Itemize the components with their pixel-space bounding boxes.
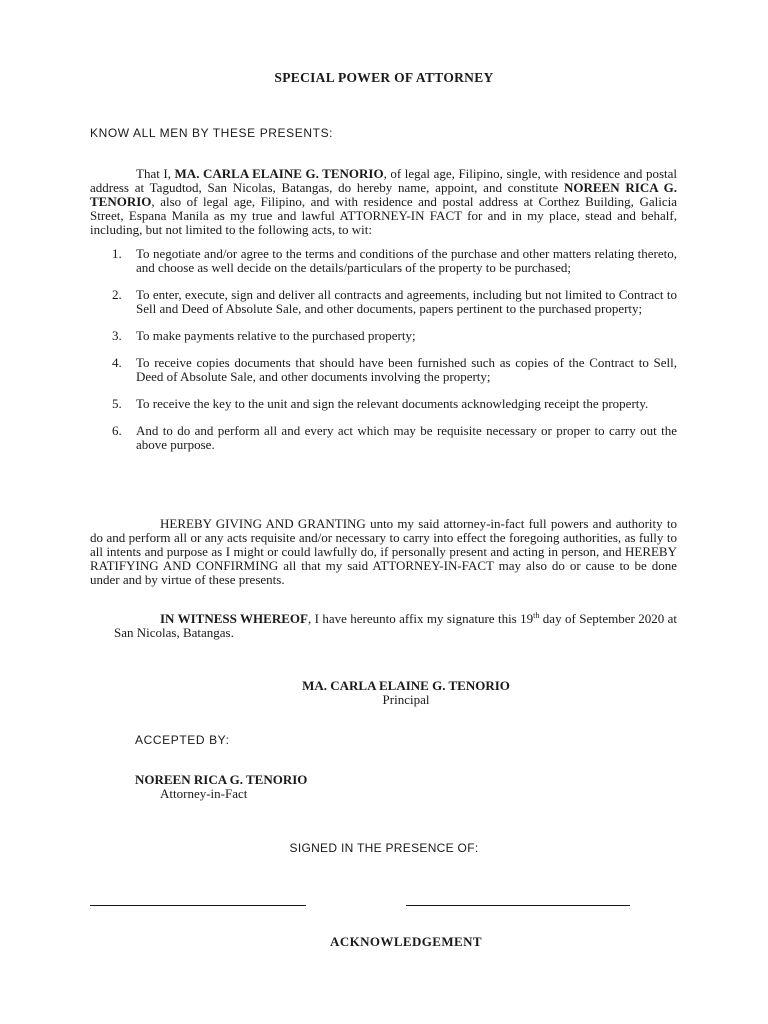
principal-name-inline: MA. CARLA ELAINE G. TENORIO xyxy=(174,166,384,181)
act-number: 3. xyxy=(112,328,122,343)
intro-text-2: , of legal age, Filipino, single, with residence and postal address at Tagudtod, San Nicolas, Batangas, do hereby name, appoint, and constitute xyxy=(90,166,677,195)
acknowledgement-heading: ACKNOWLEDGEMENT xyxy=(330,934,482,949)
document-title: SPECIAL POWER OF ATTORNEY xyxy=(274,70,494,85)
act-item xyxy=(90,397,677,411)
act-number: 4. xyxy=(112,355,122,370)
act-number: 1. xyxy=(112,246,122,261)
intro-text-3: , also of legal age, Filipino, and with residence and postal address at Corthez Building, Galicia Street, Espana Manila as my true and lawful ATTORNEY-IN FACT for and in my place, stead and behalf, including, but not limited to the following acts, to wit: xyxy=(90,194,677,237)
intro-paragraph xyxy=(90,167,677,237)
witness-text-2: day of September 2020 at San Nicolas, Batangas. xyxy=(114,611,678,640)
act-text: To receive copies documents that should have been furnished such as copies of the Contract to Sell, Deed of Absolute Sale, and other documents involving the property; xyxy=(136,355,677,384)
witness-paragraph xyxy=(114,612,677,640)
witness-lead: IN WITNESS WHEREOF xyxy=(160,611,308,626)
act-text: To make payments relative to the purchased property; xyxy=(136,328,416,343)
act-item xyxy=(90,329,677,343)
signed-presence-label: SIGNED IN THE PRESENCE OF: xyxy=(289,841,479,855)
attorney-signature-role: Attorney-in-Fact xyxy=(160,786,248,801)
act-number: 2. xyxy=(112,287,122,302)
act-text: And to do and perform all and every act which may be requisite necessary or proper to carry out the above purpose. xyxy=(136,423,677,452)
know-all-men-heading: KNOW ALL MEN BY THESE PRESENTS: xyxy=(90,126,334,140)
witness-text-1: , I have hereunto affix my signature this 19 xyxy=(307,611,534,626)
witness-ordinal: th xyxy=(533,611,540,620)
giving-text: HEREBY GIVING AND GRANTING unto my said attorney-in-fact full powers and authority to do and perform all or any acts requisite and/or necessary to carry into effect the foregoing authorities, as fully to all intents and purpose as I might or could lawfully do, if personally present and acting in person, and HEREBY RATIFYING AND CONFIRMING all that my said ATTORNEY-IN-FACT may also do or cause to be done under and by virtue of these presents. xyxy=(90,516,677,587)
acts-list xyxy=(90,247,677,465)
act-item xyxy=(90,247,677,275)
act-item xyxy=(90,424,677,452)
act-number: 6. xyxy=(112,423,122,438)
attorney-name-inline: NOREEN RICA G. TENORIO xyxy=(90,180,677,209)
act-number: 5. xyxy=(112,396,122,411)
act-text: To receive the key to the unit and sign the relevant documents acknowledging receipt the property. xyxy=(136,396,649,411)
act-item xyxy=(90,356,677,384)
giving-granting-paragraph xyxy=(90,517,677,587)
principal-signature-name: MA. CARLA ELAINE G. TENORIO xyxy=(302,678,510,693)
intro-text-1: That I, xyxy=(136,166,175,181)
attorney-signature-name: NOREEN RICA G. TENORIO xyxy=(135,772,308,787)
act-text: To enter, execute, sign and deliver all contracts and agreements, including but not limited to Contract to Sell and Deed of Absolute Sale, and other documents, papers pertinent to the purchased property; xyxy=(136,287,677,316)
principal-signature-role: Principal xyxy=(382,692,430,707)
act-item xyxy=(90,288,677,316)
act-text: To negotiate and/or agree to the terms and conditions of the purchase and other matters relating thereto, and choose as well decide on the details/particulars of the property to be purchased; xyxy=(136,246,677,275)
witness-signature-line-2 xyxy=(406,905,630,906)
accepted-by-label: ACCEPTED BY: xyxy=(135,733,230,747)
witness-signature-line-1 xyxy=(90,905,306,906)
